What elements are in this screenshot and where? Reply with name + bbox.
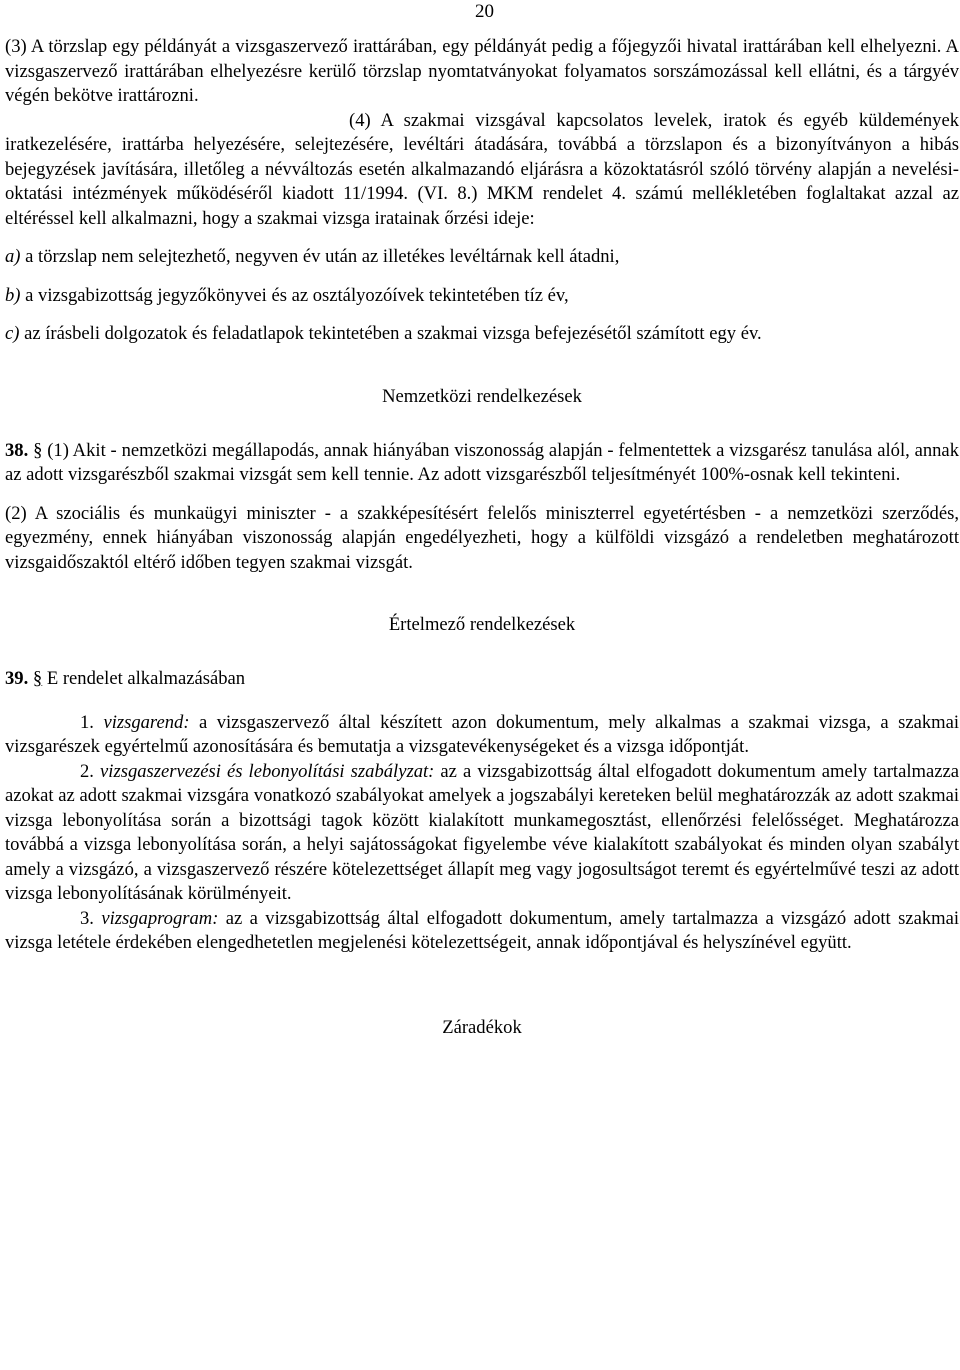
section-text: E rendelet alkalmazásában (46, 668, 246, 689)
list-item-a (5, 245, 959, 270)
section-text: (1) Akit - nemzetközi megállapodás, annak hiányában viszonosság alapján - felmentettek a vizsgarész tanulása alól, annak az adott vizsgarészből szakmai vizsgát sem kell tennie. Az adott vizsgarészből teljesítményét 100%-osnak kell tekinteni. (5, 439, 959, 485)
definition-1 (5, 711, 959, 760)
page-number: 20 (475, 1, 494, 22)
section-38-para-2: (2) A szociális és munkaügyi miniszter - a szakképesítésért felelős miniszterrel egyetértésben - a nemzetközi szerződés, egyezmény, ennek hiányában viszonosság alapján engedélyezheti, hogy a külföldi vizsgázó a rendeletben meghatározott vizsgaidőszaktól eltérő időben tegyen szakmai vizsgát. (5, 502, 959, 573)
section-heading-zarodekok: Záradékok (442, 1016, 522, 1038)
section-39-intro (5, 667, 959, 692)
definition-3 (5, 907, 959, 956)
section-heading-nemzetkozi: Nemzetközi rendelkezések (382, 385, 582, 407)
paragraph-4: (4) A szakmai vizsgával kapcsolatos levelek, iratok és egyéb küldemények iratkezelésére, irattárba helyezésére, selejtezésére, levéltári átadására, továbbá a törzslapon és a bizonyítványon a hibás bejegyzések javítására, illetőleg a névváltozás esetén alkalmazandó eljárásra a közoktatásról szóló törvény alapján a nevelési-oktatási intézmények működéséről kiadott 11/1994. (VI. 8.) MKM rendelet 4. számú mellékletében foglaltakat azzal az eltéréssel kell alkalmazni, hogy a szakmai vizsga iratainak őrzési ideje: (5, 109, 959, 229)
definition-2 (5, 760, 959, 907)
definition-term: vizsgarend: (103, 711, 190, 733)
section-sign: § (32, 668, 43, 689)
section-38-para-1 (5, 439, 959, 488)
definition-term: vizsgaszervezési és lebonyolítási szabályzat: (100, 760, 435, 782)
definition-text: az a vizsgabizottság által elfogadott dokumentum, amely tartalmazza a vizsgázó adott szakmai vizsga letétele érdekében elengedhetetlen megjelenési kötelezettségeit, annak időpontjával és helyszínével együtt. (5, 907, 959, 953)
item-label: a) (5, 246, 21, 267)
paragraph-3: (3) A törzslap egy példányát a vizsgaszervező irattárában, egy példányát pedig a főjegyzői hivatal irattárában kell elhelyezni. A vizsgaszervező irattárában elhelyezésre kerülő törzslap nyomtatványokat folyamatos sorszámozással kell ellátni, és a tárgyév végén bekötve irattározni. (5, 36, 959, 106)
item-label: c) (5, 323, 20, 344)
document-body (5, 35, 959, 1040)
section-number: 38. (5, 439, 29, 461)
definition-term: vizsgaprogram: (101, 907, 219, 929)
item-label: b) (5, 284, 21, 306)
definition-number: 2. (80, 760, 94, 782)
list-item-c (5, 322, 959, 347)
section-number: 39. (5, 668, 29, 689)
definition-text: az a vizsgabizottság által elfogadott dokumentum amely tartalmazza azokat az adott szakmai vizsgára vonatkozó szabályokat amelyek a jogszabályi kereteken belül meghatározzák az adott szakmai vizsga lebonyolítása során a bizottsági tagok között kialakított munkamegosztást, ellenőrzési felelősséget. Meghatározza továbbá a vizsga lebonyolítása során, a helyi sajátosságokat figyelembe véve kialakított szabályokat és minden olyan szabályt amely a vizsgázó, a vizsgaszervező részére kötelezettséget állapít meg vagy jogosultságot teremt és egyértelművé teszi az adott vizsga lebonyolításának körülményeit. (5, 760, 959, 904)
list-item-b (5, 284, 959, 309)
section-heading-ertelmezo: Értelmező rendelkezések (388, 614, 576, 635)
definition-number: 1. (80, 711, 94, 733)
definition-text: a vizsgaszervező által készített azon dokumentum, mely alkalmas a szakmai vizsga, a szakmai vizsgarészek egyértelmű azonosítására és bemutatja a vizsgatevékenységeket és a vizsga időpontját. (5, 711, 960, 757)
section-sign: § (33, 439, 43, 461)
definition-number: 3. (80, 907, 94, 929)
item-text: a törzslap nem selejtezhető, negyven év után az illetékes levéltárnak kell átadni, (20, 246, 620, 267)
item-text: a vizsgabizottság jegyzőkönyvei és az osztályozóívek tekintetében tíz év, (20, 284, 569, 306)
item-text: az írásbeli dolgozatok és feladatlapok tekintetében a szakmai vizsga befejezésétől számított egy év. (19, 323, 762, 344)
